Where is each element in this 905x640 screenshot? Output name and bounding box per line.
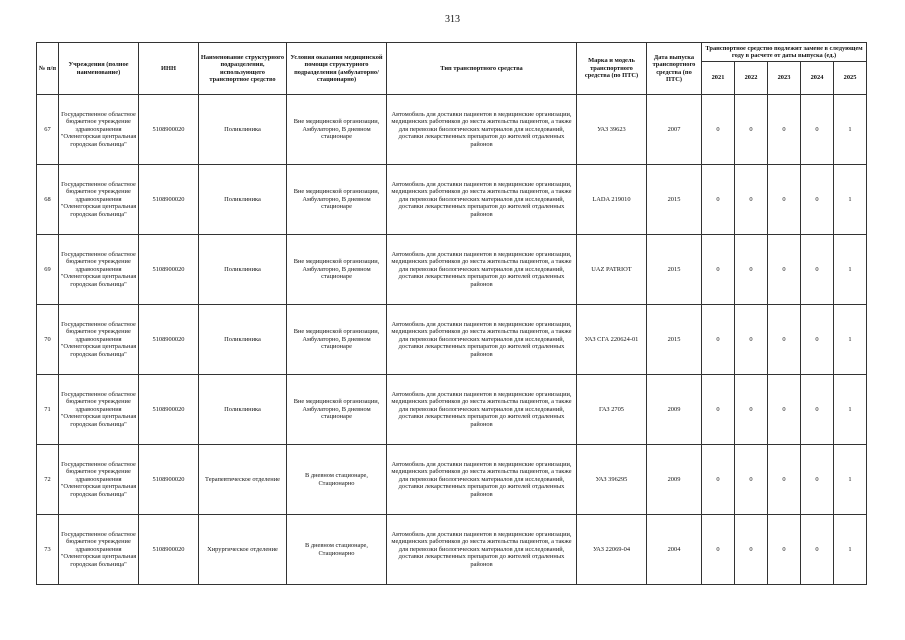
row-vehicle-type: Автомобиль для доставки пациентов в медицинские организации, медицинских работников до места жительства пациентов, а также для перевозки биологических материалов для исследований, доставки лекарственных препаратов до жителей отдаленных районов <box>387 445 577 515</box>
row-institution: Государственное областное бюджетное учреждение здравоохранения "Оленегорская центральная городская больница" <box>59 305 139 375</box>
row-y2021: 0 <box>702 235 735 305</box>
row-model: УАЗ 396295 <box>577 445 647 515</box>
row-y2025: 1 <box>834 165 867 235</box>
row-subdivision: Хирургическое отделение <box>199 515 287 585</box>
row-model: UAZ PATRIOT <box>577 235 647 305</box>
row-model: LADA 219010 <box>577 165 647 235</box>
row-y2023: 0 <box>768 515 801 585</box>
row-issue-date: 2009 <box>647 375 702 445</box>
row-y2023: 0 <box>768 95 801 165</box>
row-model: УАЗ 39623 <box>577 95 647 165</box>
row-y2022: 0 <box>735 375 768 445</box>
row-subdivision: Поликлиника <box>199 95 287 165</box>
row-conditions: Вне медицинской организации, Амбулаторно, В дневном стационаре <box>287 235 387 305</box>
row-vehicle-type: Автомобиль для доставки пациентов в медицинские организации, медицинских работников до места жительства пациентов, а также для перевозки биологических материалов для исследований, доставки лекарственных препаратов до жителей отдаленных районов <box>387 305 577 375</box>
col-header-replacement: Транспортное средство подлежит замене в следующем году в расчете от даты выпуска (ед.) <box>702 43 867 62</box>
row-y2023: 0 <box>768 445 801 515</box>
row-subdivision: Поликлиника <box>199 235 287 305</box>
row-num: 68 <box>37 165 59 235</box>
row-institution: Государственное областное бюджетное учреждение здравоохранения "Оленегорская центральная городская больница" <box>59 515 139 585</box>
row-institution: Государственное областное бюджетное учреждение здравоохранения "Оленегорская центральная городская больница" <box>59 165 139 235</box>
row-y2024: 0 <box>801 305 834 375</box>
row-y2021: 0 <box>702 445 735 515</box>
row-conditions: Вне медицинской организации, Амбулаторно, В дневном стационаре <box>287 375 387 445</box>
row-y2023: 0 <box>768 165 801 235</box>
row-y2024: 0 <box>801 95 834 165</box>
row-y2024: 0 <box>801 515 834 585</box>
row-y2025: 1 <box>834 445 867 515</box>
col-header-year: 2022 <box>735 62 768 95</box>
table-row <box>37 235 867 305</box>
table-row <box>37 375 867 445</box>
col-header-inn: ИНН <box>139 43 199 95</box>
table-row <box>37 515 867 585</box>
row-institution: Государственное областное бюджетное учреждение здравоохранения "Оленегорская центральная городская больница" <box>59 95 139 165</box>
row-y2021: 0 <box>702 515 735 585</box>
row-inn: 5108900020 <box>139 515 199 585</box>
table-body <box>37 95 867 585</box>
row-y2021: 0 <box>702 375 735 445</box>
row-issue-date: 2007 <box>647 95 702 165</box>
row-conditions: Вне медицинской организации, Амбулаторно, В дневном стационаре <box>287 95 387 165</box>
row-vehicle-type: Автомобиль для доставки пациентов в медицинские организации, медицинских работников до места жительства пациентов, а также для перевозки биологических материалов для исследований, доставки лекарственных препаратов до жителей отдаленных районов <box>387 515 577 585</box>
row-y2024: 0 <box>801 165 834 235</box>
vehicle-registry-table <box>36 42 867 585</box>
row-subdivision: Поликлиника <box>199 165 287 235</box>
col-header-institution: Учреждения (полное наименование) <box>59 43 139 95</box>
row-y2025: 1 <box>834 235 867 305</box>
row-num: 69 <box>37 235 59 305</box>
row-y2021: 0 <box>702 95 735 165</box>
row-y2024: 0 <box>801 235 834 305</box>
row-y2023: 0 <box>768 375 801 445</box>
table-row <box>37 445 867 515</box>
row-y2022: 0 <box>735 235 768 305</box>
col-header-year: 2024 <box>801 62 834 95</box>
row-y2022: 0 <box>735 165 768 235</box>
row-vehicle-type: Автомобиль для доставки пациентов в медицинские организации, медицинских работников до места жительства пациентов, а также для перевозки биологических материалов для исследований, доставки лекарственных препаратов до жителей отдаленных районов <box>387 165 577 235</box>
row-num: 70 <box>37 305 59 375</box>
row-num: 67 <box>37 95 59 165</box>
row-y2025: 1 <box>834 515 867 585</box>
col-header-subdivision: Наименование структурного подразделения, использующего транспортное средство <box>199 43 287 95</box>
row-issue-date: 2015 <box>647 165 702 235</box>
col-header-year: 2021 <box>702 62 735 95</box>
row-issue-date: 2015 <box>647 235 702 305</box>
row-institution: Государственное областное бюджетное учреждение здравоохранения "Оленегорская центральная городская больница" <box>59 375 139 445</box>
col-header-vehicle-type: Тип транспортного средства <box>387 43 577 95</box>
col-header-conditions: Условия оказания медицинской помощи структурного подразделения (амбулаторно/стационарно) <box>287 43 387 95</box>
col-header-year: 2025 <box>834 62 867 95</box>
row-conditions: В дневном стационаре, Стационарно <box>287 445 387 515</box>
row-model: УАЗ СГА 220624-01 <box>577 305 647 375</box>
row-y2024: 0 <box>801 445 834 515</box>
row-y2022: 0 <box>735 305 768 375</box>
row-institution: Государственное областное бюджетное учреждение здравоохранения "Оленегорская центральная городская больница" <box>59 445 139 515</box>
row-inn: 5108900020 <box>139 445 199 515</box>
row-vehicle-type: Автомобиль для доставки пациентов в медицинские организации, медицинских работников до места жительства пациентов, а также для перевозки биологических материалов для исследований, доставки лекарственных препаратов до жителей отдаленных районов <box>387 375 577 445</box>
row-y2023: 0 <box>768 305 801 375</box>
row-y2021: 0 <box>702 165 735 235</box>
row-subdivision: Поликлиника <box>199 305 287 375</box>
row-conditions: Вне медицинской организации, Амбулаторно, В дневном стационаре <box>287 165 387 235</box>
row-model: УАЗ 22069-04 <box>577 515 647 585</box>
row-y2025: 1 <box>834 305 867 375</box>
row-vehicle-type: Автомобиль для доставки пациентов в медицинские организации, медицинских работников до места жительства пациентов, а также для перевозки биологических материалов для исследований, доставки лекарственных препаратов до жителей отдаленных районов <box>387 95 577 165</box>
table-header <box>37 43 867 95</box>
row-issue-date: 2004 <box>647 515 702 585</box>
row-vehicle-type: Автомобиль для доставки пациентов в медицинские организации, медицинских работников до места жительства пациентов, а также для перевозки биологических материалов для исследований, доставки лекарственных препаратов до жителей отдаленных районов <box>387 235 577 305</box>
row-subdivision: Терапевтическое отделение <box>199 445 287 515</box>
row-conditions: В дневном стационаре, Стационарно <box>287 515 387 585</box>
col-header-issue-date: Дата выпуска транспортного средства (по ПТС) <box>647 43 702 95</box>
table-row <box>37 95 867 165</box>
row-y2023: 0 <box>768 235 801 305</box>
row-subdivision: Поликлиника <box>199 375 287 445</box>
row-model: ГАЗ 2705 <box>577 375 647 445</box>
row-inn: 5108900020 <box>139 95 199 165</box>
row-y2022: 0 <box>735 515 768 585</box>
row-y2024: 0 <box>801 375 834 445</box>
col-header-year: 2023 <box>768 62 801 95</box>
row-num: 72 <box>37 445 59 515</box>
row-y2025: 1 <box>834 375 867 445</box>
row-issue-date: 2009 <box>647 445 702 515</box>
row-y2022: 0 <box>735 95 768 165</box>
row-y2025: 1 <box>834 95 867 165</box>
row-y2021: 0 <box>702 305 735 375</box>
row-inn: 5108900020 <box>139 235 199 305</box>
row-institution: Государственное областное бюджетное учреждение здравоохранения "Оленегорская центральная городская больница" <box>59 235 139 305</box>
table-row <box>37 305 867 375</box>
row-y2022: 0 <box>735 445 768 515</box>
row-issue-date: 2015 <box>647 305 702 375</box>
col-header-model: Марка и модель транспортного средства (по ПТС) <box>577 43 647 95</box>
row-inn: 5108900020 <box>139 165 199 235</box>
row-inn: 5108900020 <box>139 305 199 375</box>
row-num: 73 <box>37 515 59 585</box>
table-row <box>37 165 867 235</box>
row-conditions: Вне медицинской организации, Амбулаторно, В дневном стационаре <box>287 305 387 375</box>
col-header-num: № п/п <box>37 43 59 95</box>
row-inn: 5108900020 <box>139 375 199 445</box>
page-number: 313 <box>445 14 460 25</box>
row-num: 71 <box>37 375 59 445</box>
